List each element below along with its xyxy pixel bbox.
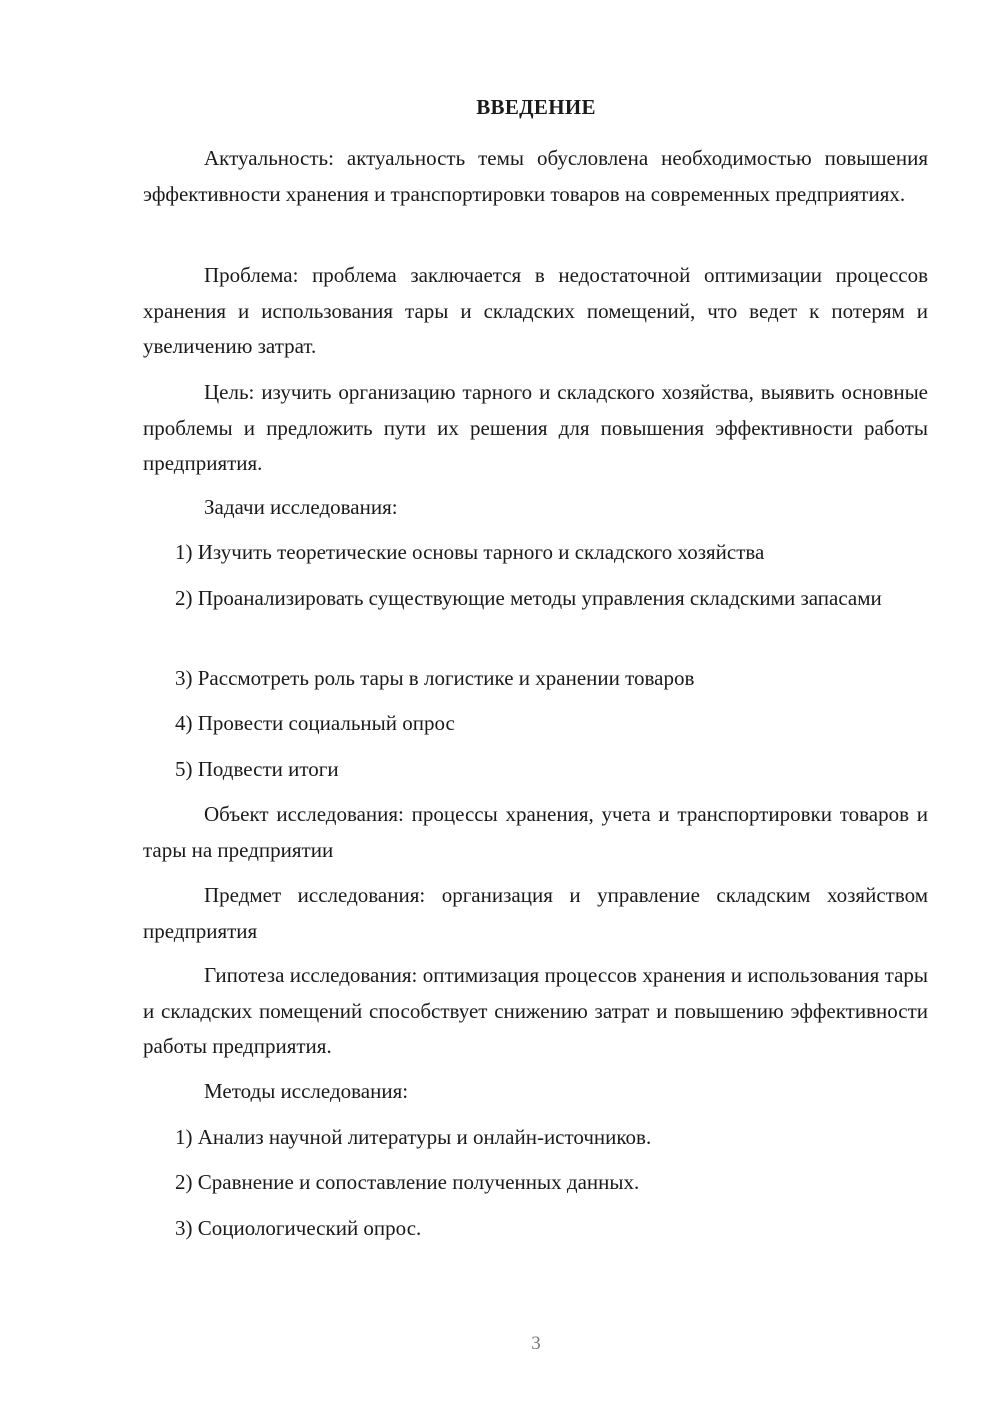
method-item-3: 3) Социологический опрос. [175, 1216, 422, 1240]
task-item-2: 2) Проанализировать существующие методы управления складскими запасами [175, 586, 882, 610]
tasks-title: Задачи исследования: [204, 495, 398, 519]
task-item-5: 5) Подвести итоги [175, 757, 339, 781]
object-paragraph: Объект исследования: процессы хранения, учета и транспортировки товаров и тары на предприятии [143, 802, 928, 862]
methods-title: Методы исследования: [204, 1079, 409, 1103]
task-item-1: 1) Изучить теоретические основы тарного и складского хозяйства [175, 540, 765, 564]
hypothesis-paragraph: Гипотеза исследования: оптимизация процессов хранения и использования тары и складских помещений способствует снижению затрат и повышению эффективности работы предприятия. [143, 963, 928, 1058]
problem-paragraph: Проблема: проблема заключается в недостаточной оптимизации процессов хранения и использования тары и складских помещений, что ведет к потерям и увеличению затрат. [143, 263, 928, 358]
task-item-3: 3) Рассмотреть роль тары в логистике и хранении товаров [175, 666, 695, 690]
subject-paragraph: Предмет исследования: организация и управление складским хозяйством предприятия [143, 883, 928, 943]
task-item-4: 4) Провести социальный опрос [175, 711, 455, 735]
method-item-1: 1) Анализ научной литературы и онлайн-источников. [175, 1125, 652, 1149]
page-number: 3 [531, 1333, 541, 1354]
goal-paragraph: Цель: изучить организацию тарного и складского хозяйства, выявить основные проблемы и предложить пути их решения для повышения эффективности работы предприятия. [143, 380, 928, 475]
section-heading: ВВЕДЕНИЕ [476, 95, 596, 119]
method-item-2: 2) Сравнение и сопоставление полученных данных. [175, 1170, 640, 1194]
relevance-paragraph: Актуальность: актуальность темы обусловлена необходимостью повышения эффективности хранения и транспортировки товаров на современных предприятиях. [143, 146, 928, 206]
